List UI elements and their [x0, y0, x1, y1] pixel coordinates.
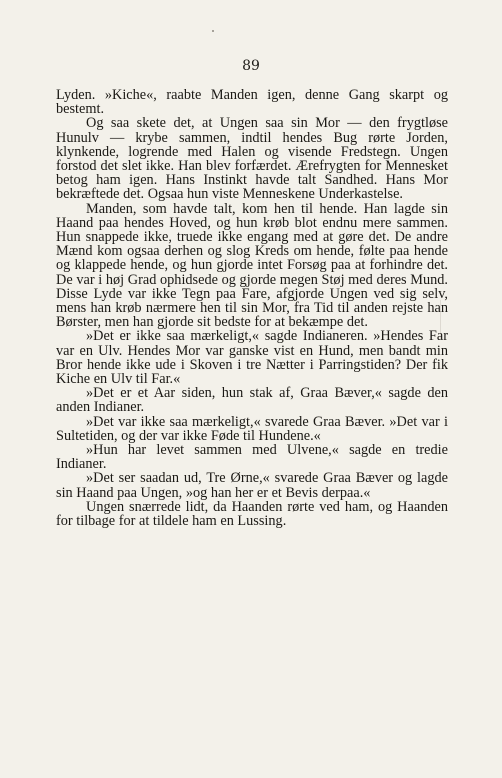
paragraph: Manden, som havde talt, kom hen til hende. Han lagde sin Haand paa hendes Hoved, og hun krøb blot endnu mere sammen. Hun snappede ikke, truede ikke engang med at gøre det. De andre Mænd kom ogsaa derhen og slog Kreds om hende, følte paa hende og klappede hende, og hun gjorde intet Forsøg paa at forhindre det. De var i høj Grad ophidsede og gjorde megen Støj med deres Mund. Disse Lyde var ikke Tegn paa Fare, afgjorde Ungen ved sig selv, mens han krøb nærmere hen til sin Mor, fra Tid til anden rejste han Børster, men han gjorde sit bedste for at bekæmpe det.	[56, 200, 448, 331]
paragraph: »Det ser saadan ud, Tre Ørne,« svarede Graa Bæver og lagde sin Haand paa Ungen, »og han her er et Bevis derpaa.«	[56, 470, 448, 501]
page-number: 89	[242, 58, 260, 74]
paragraph: »Det var ikke saa mærkeligt,« svarede Graa Bæver. »Det var i Sultetiden, og der var ikke Føde til Hundene.«	[56, 413, 448, 444]
paragraph: Ungen snærrede lidt, da Haanden rørte ved ham, og Haanden for tilbage for at tildele ham en Lussing.	[56, 498, 448, 530]
paragraph: »Det er et Aar siden, hun stak af, Graa Bæver,« sagde den anden Indianer.	[56, 385, 448, 416]
paper-speck	[212, 30, 214, 32]
paragraph: Og saa skete det, at Ungen saa sin Mor — den frygtløse Hunulv — krybe sammen, indtil hendes Bug rørte Jorden, klynkende, logrende med Halen og visende Fredstegn. Ungen forstod det slet ikke. Han blev forfærdet. Ærefrygten for Mennesket betog ham igen. Hans Instinkt havde talt Sandhed. Hans Mor bekræftede det. Ogsaa hun viste Menneskene Underkastelse.	[56, 115, 448, 203]
paragraph: »Hun har levet sammen med Ulvene,« sagde en tredie Indianer.	[56, 442, 448, 473]
paragraph: Lyden. »Kiche«, raabte Manden igen, denne Gang skarpt og bestemt.	[56, 87, 448, 118]
paragraph: »Det er ikke saa mærkeligt,« sagde Indianeren. »Hendes Far var en Ulv. Hendes Mor var ganske vist en Hund, men bandt min Bror hende ikke ude i Skoven i tre Nætter i Parringstiden? Der fik Kiche en Ulv til Far.«	[56, 328, 448, 388]
body-text	[56, 88, 448, 528]
